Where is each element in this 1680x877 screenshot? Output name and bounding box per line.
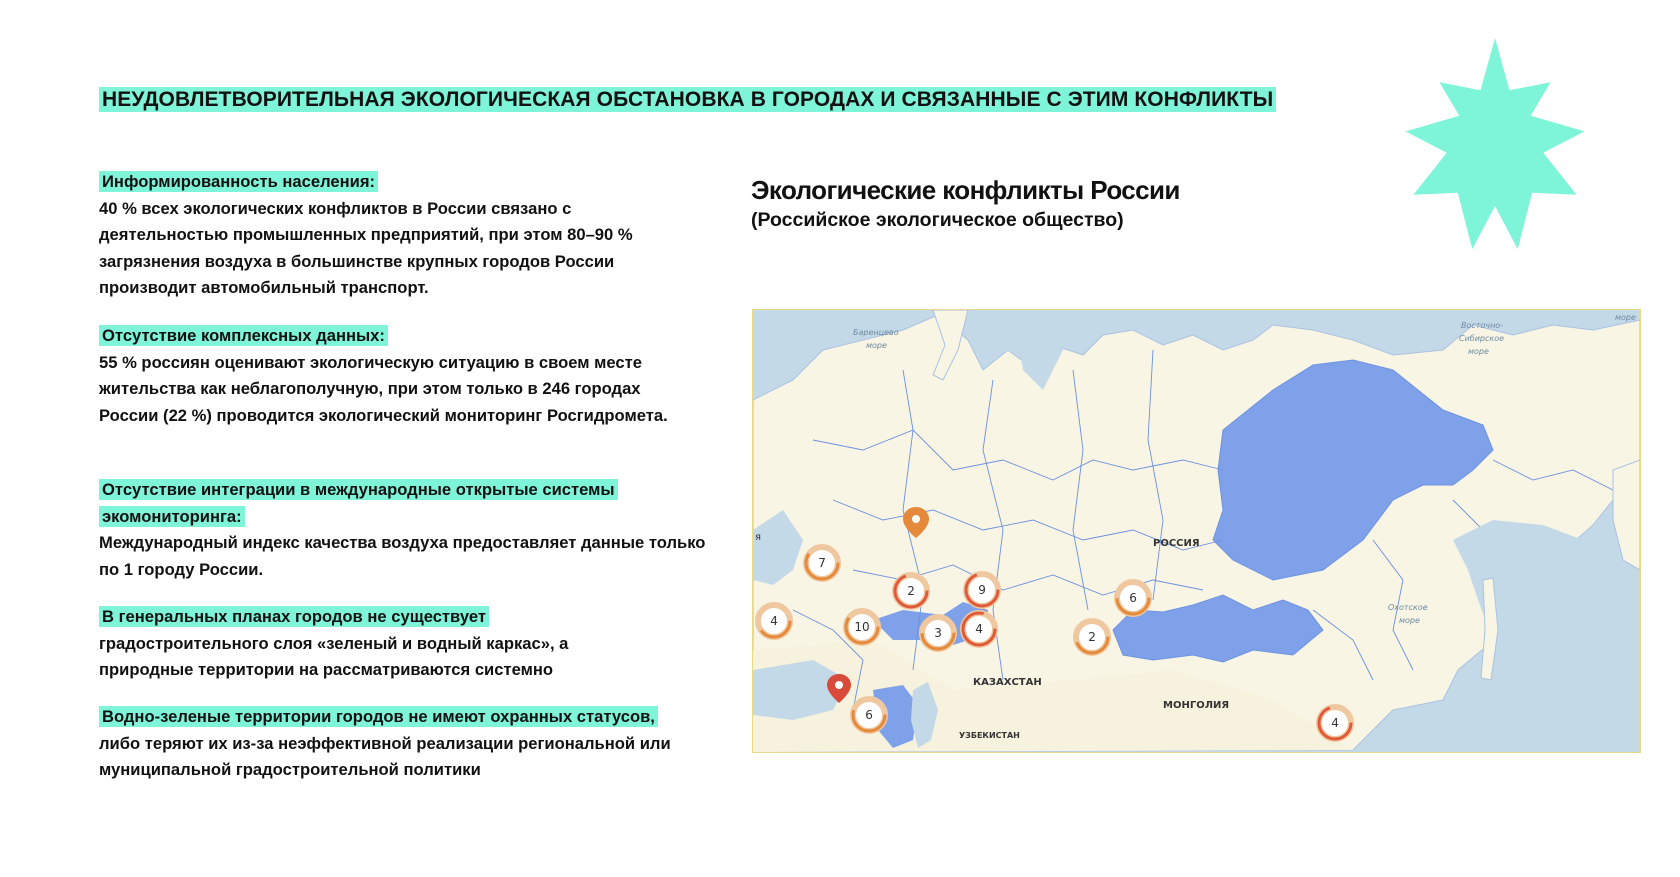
star-shape (1406, 38, 1585, 249)
sea-label-barents-1: Баренцево (853, 328, 899, 337)
sea-label-okhotsk-2: море (1399, 616, 1420, 625)
conflict-marker[interactable] (846, 611, 878, 643)
sea-label-corner: море (1615, 313, 1636, 322)
sea-label-ess-2: Сибирское (1459, 334, 1505, 343)
conflict-marker[interactable] (758, 605, 790, 637)
section-body: либо теряют их из-за неэффективной реализации региональной или муниципальной градостроительной политики (99, 733, 671, 779)
marker-count: 4 (1331, 716, 1339, 730)
marker-count: 6 (1129, 591, 1137, 605)
marker-count: 4 (975, 622, 983, 636)
section-integration (99, 477, 709, 583)
map-label-mongolia: МОНГОЛИЯ (1163, 700, 1230, 711)
section-heading: Водно-зеленые территории городов не имеют охранных статусов, (99, 706, 658, 727)
section-protection (99, 704, 709, 784)
section-heading: Отсутствие интеграции в международные открытые системы экомониторинга: (99, 479, 618, 527)
conflict-marker[interactable] (922, 617, 954, 649)
page-title (99, 88, 1276, 112)
marker-count: 2 (1088, 630, 1096, 644)
conflict-map[interactable] (752, 309, 1641, 753)
map-label-russia: РОССИЯ (1153, 538, 1200, 549)
section-heading: В генеральных планах городов не существует (99, 606, 489, 627)
marker-count: 6 (865, 708, 873, 722)
conflict-marker[interactable] (963, 613, 995, 645)
section-heading: Отсутствие комплексных данных: (99, 325, 388, 346)
conflict-marker[interactable] (853, 699, 885, 731)
sea-label-okhotsk-1: Охотское (1388, 603, 1428, 612)
map-title: Экологические конфликты России (751, 175, 1180, 205)
section-informedness (99, 169, 709, 302)
marker-count: 9 (978, 583, 986, 597)
conflict-marker[interactable] (1117, 582, 1149, 614)
section-body: 40 % всех экологических конфликтов в России связано с деятельностью промышленных предприятий, при этом 80–90 % загрязнения воздуха в большинстве крупных городов России производит автомобильный транспорт. (99, 198, 633, 297)
marker-count: 10 (854, 620, 870, 634)
section-body: Международный индекс качества воздуха предоставляет данные только по 1 городу России. (99, 533, 706, 579)
conflict-marker[interactable] (895, 575, 927, 607)
section-masterplans (99, 604, 709, 684)
marker-count: 2 (907, 584, 915, 598)
map-label-uzbekistan: УЗБЕКИСТАН (959, 731, 1020, 740)
sea-label-ess-1: Восточно- (1461, 321, 1504, 330)
map-label-edge: я (755, 532, 762, 543)
conflict-marker[interactable] (1319, 707, 1351, 739)
map-label-kazakhstan: КАЗАХСТАН (973, 677, 1042, 688)
section-data (99, 323, 709, 429)
conflict-marker[interactable] (966, 574, 998, 606)
marker-count: 7 (818, 556, 826, 570)
section-body: 55 % россиян оценивают экологическую ситуацию в своем месте жительства как неблагополучную, при этом только в 246 городах России (22 %) проводится экологический мониторинг Росгидромета. (99, 352, 668, 425)
map-canvas (753, 310, 1640, 752)
page-title-text: НЕУДОВЛЕТВОРИТЕЛЬНАЯ ЭКОЛОГИЧЕСКАЯ ОБСТАНОВКА В ГОРОДАХ И СВЯЗАННЫЕ С ЭТИМ КОНФЛИКТЫ (99, 87, 1276, 112)
sea-okhotsk (1453, 520, 1640, 680)
sea-label-barents-2: море (866, 341, 887, 350)
star-decoration (1400, 38, 1590, 274)
conflict-marker[interactable] (1076, 621, 1108, 653)
sea-label-ess-3: море (1468, 347, 1489, 356)
section-body: градостроительного слоя «зеленый и водный каркас», а природные территории на рассматриваются системно (99, 633, 569, 679)
conflict-marker[interactable] (806, 547, 838, 579)
marker-count: 4 (770, 614, 778, 628)
map-subtitle: (Российское экологическое общество) (751, 209, 1124, 231)
marker-count: 3 (934, 626, 942, 640)
section-heading: Информированность населения: (99, 171, 378, 192)
